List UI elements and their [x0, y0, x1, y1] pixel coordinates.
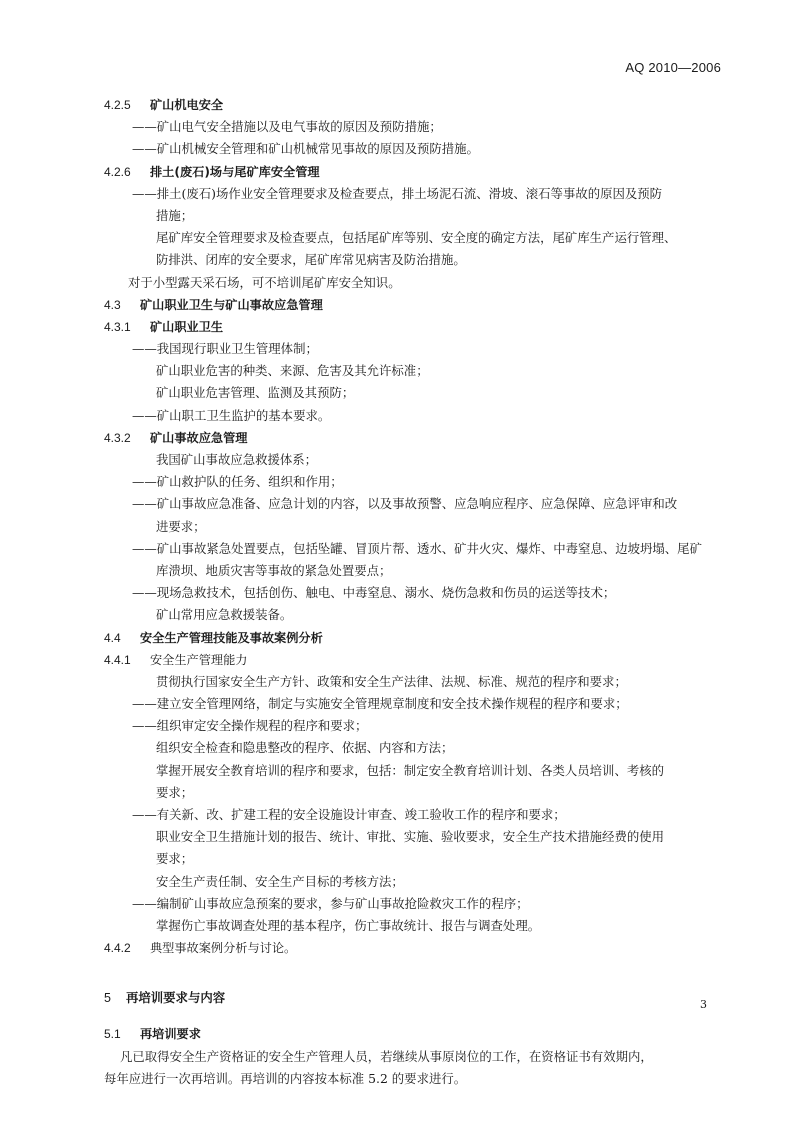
list-item: ——矿山事故紧急处置要点，包括坠罐、冒顶片帮、透水、矿井火灾、爆炸、中毒窒息、边坡坍塌、尾矿	[132, 540, 702, 556]
chapter-number: 5	[104, 991, 111, 1006]
list-item: 矿山职业危害管理、监测及其预防；	[156, 385, 355, 401]
list-item: 措施；	[156, 207, 194, 223]
section-title: 矿山事故应急管理	[150, 430, 248, 445]
list-item: 矿山职业危害的种类、来源、危害及其允许标准；	[156, 363, 429, 379]
section-number: 4.4	[104, 630, 121, 645]
chapter-title: 再培训要求与内容	[126, 990, 226, 1006]
document-body	[104, 94, 720, 1090]
list-item: 组织安全检查和隐患整改的程序、依据、内容和方法；	[156, 740, 454, 756]
section-title: 矿山职业卫生与矿山事故应急管理	[140, 297, 323, 312]
section-title: 矿山机电安全	[150, 98, 224, 112]
list-item: ——现场急救技术，包括创伤、触电、中毒窒息、溺水、烧伤急救和伤员的运送等技术；	[132, 585, 616, 601]
list-item: ——组织审定安全操作规程的程序和要求；	[132, 718, 368, 734]
list-item: 掌握伤亡事故调查处理的基本程序，伤亡事故统计、报告与调查处理。	[156, 917, 541, 933]
paragraph-line: 凡已取得安全生产资格证的安全生产管理人员，若继续从事原岗位的工作，在资格证书有效期内，	[120, 1048, 653, 1064]
list-item: ——排土(废石)场作业安全管理要求及检查要点，排土场泥石流、滑坡、滚石等事故的原因及预防	[132, 185, 663, 201]
list-item: ——矿山电气安全措施以及电气事故的原因及预防措施；	[132, 119, 442, 135]
section-number: 4.2.6	[104, 164, 131, 179]
section-heading	[104, 294, 720, 316]
section-number: 5.1	[104, 1027, 121, 1042]
section-heading	[104, 161, 720, 183]
list-item: ——矿山机械安全管理和矿山机械常见事故的原因及预防措施。	[132, 141, 479, 157]
list-item: 职业安全卫生措施计划的报告、统计、审批、实施、验收要求，安全生产技术措施经费的使用	[156, 829, 665, 845]
section-heading	[104, 1023, 720, 1045]
list-item: 我国矿山事故应急救援体系；	[156, 452, 318, 467]
list-item: 要求；	[156, 851, 194, 867]
list-item: 掌握开展安全教育培训的程序和要求，包括：制定安全教育培训计划、各类人员培训、考核的	[156, 762, 665, 778]
list-item: 防排洪、闭库的安全要求，尾矿库常见病害及防治措施。	[156, 252, 466, 268]
list-item: ——矿山职工卫生监护的基本要求。	[132, 407, 331, 423]
list-item: ——有关新、改、扩建工程的安全设施设计审查、竣工验收工作的程序和要求；	[132, 807, 566, 822]
section-title: 再培训要求	[140, 1027, 201, 1042]
paragraph-line: 每年应进行一次再培训。再培训的内容按本标准 5.2 的要求进行。	[104, 1070, 467, 1086]
section-title: 安全生产管理技能及事故案例分析	[140, 630, 323, 645]
section-note: 对于小型露天采石场，可不培训尾矿库安全知识。	[128, 274, 401, 290]
page-number: 3	[700, 998, 707, 1011]
section-heading	[104, 427, 720, 449]
section-list	[104, 449, 720, 627]
section-heading	[104, 316, 720, 338]
section-number: 4.3	[104, 297, 121, 312]
list-item: ——建立安全管理网络，制定与实施安全管理规章制度和安全技术操作规程的程序和要求；	[132, 696, 628, 712]
section-heading	[104, 649, 720, 671]
section-heading	[104, 94, 720, 116]
list-item: 尾矿库安全管理要求及检查要点，包括尾矿库等别、安全度的确定方法，尾矿库生产运行管理、	[156, 230, 677, 246]
list-item: 库溃坝、地质灾害等事故的紧急处置要点；	[156, 562, 392, 578]
list-item: 进要求；	[156, 518, 206, 534]
section-number: 4.4.1	[104, 652, 131, 667]
list-item: ——编制矿山事故应急预案的要求，参与矿山事故抢险救灾工作的程序；	[132, 895, 529, 911]
section-title: 安全生产管理能力	[150, 652, 248, 667]
standard-number: AQ 2010—2006	[625, 60, 721, 75]
section-number: 4.4.2	[104, 941, 131, 956]
list-item: 贯彻执行国家安全生产方针、政策和安全生产法律、法规、标准、规范的程序和要求；	[156, 673, 627, 689]
section-list	[104, 338, 720, 427]
section-number: 4.3.2	[104, 430, 131, 445]
section-number: 4.2.5	[104, 98, 131, 112]
section-heading	[104, 627, 720, 649]
list-item: 矿山常用应急救援装备。	[156, 607, 293, 623]
section-list	[104, 183, 720, 272]
spacer	[104, 959, 720, 985]
list-item: 安全生产责任制、安全生产目标的考核方法；	[156, 873, 404, 889]
chapter-heading	[104, 985, 720, 1011]
section-title: 矿山职业卫生	[150, 319, 224, 334]
list-item: ——矿山救护队的任务、组织和作用；	[132, 474, 343, 490]
section-list	[104, 671, 720, 937]
section-title: 排土(废石)场与尾矿库安全管理	[150, 164, 320, 179]
section-number: 4.3.1	[104, 319, 131, 334]
section-title: 典型事故案例分析与讨论。	[150, 941, 297, 956]
list-item: ——我国现行职业卫生管理体制；	[132, 341, 318, 357]
list-item: 要求；	[156, 784, 194, 800]
list-item: ——矿山事故应急准备、应急计划的内容，以及事故预警、应急响应程序、应急保障、应急评审和改	[132, 496, 678, 512]
spacer	[104, 1011, 720, 1023]
section-heading	[104, 937, 720, 959]
